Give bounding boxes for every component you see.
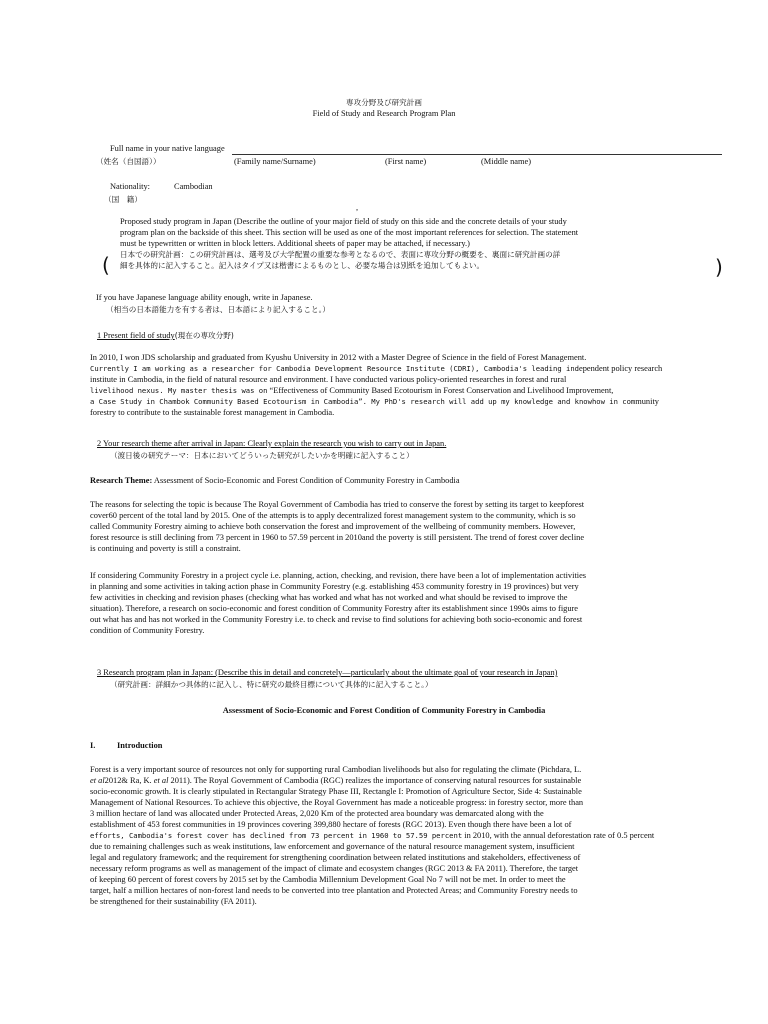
family-name-caption: (Family name/Surname) xyxy=(234,157,316,166)
instructions-ja-line: 日本での研究計画：この研究計画は、選考及び大学配置の重要な参考となるので、表面に専攻分野の概要を、裏面に研究計画の詳 xyxy=(120,250,561,259)
full-name-label: Full name in your native language xyxy=(110,144,225,153)
intro-heading: Introduction xyxy=(117,741,163,750)
nationality-label: Nationality: xyxy=(110,182,151,191)
document-title-en: Field of Study and Research Program Plan xyxy=(312,109,456,118)
intro-number: I. xyxy=(90,741,96,750)
full-name-label-ja: （姓名（自国語）） xyxy=(96,157,161,166)
nationality-label-ja: （国 籍） xyxy=(104,195,142,204)
document-title-ja: 専攻分野及び研究計画 xyxy=(346,98,422,107)
section3-heading-en: 3 Research program plan in Japan: (Describe this in detail and concretely—particularly about the ultimate goal of your research in Japan) xyxy=(97,668,558,677)
section2-heading xyxy=(97,438,446,449)
research-theme xyxy=(90,475,678,486)
instructions-en xyxy=(120,216,680,271)
stray-comma: , xyxy=(356,203,359,212)
section2-paragraph-2: If considering Community Forestry in a project cycle i.e. planning, action, checking, and revision, there have been a lot of implementation activities in planning and some activities in taking action phase in Community Forestry (e.g. establishing 453 community forestry in 19 provinces) but very few activities in checking and revision phases (checking what has worked and what has not worked and what should be revised to improve the situation). Therefore, a research on socio-economic and forest condition of Community Forestry after its establishment since 1990s aims to figure out what has and has not worked in the Community Forestry i.e. to check and revise to find solutions for achieving both socio-economic and forest condition of Community Forestry. xyxy=(90,571,587,635)
section3-heading xyxy=(97,667,557,678)
name-underline[interactable] xyxy=(232,154,722,155)
section1-body xyxy=(90,352,678,418)
intro-body: Forest is a very important source of resources not only for supporting rural Cambodian livelihoods but also for regulating the climate (Pichdara, L. et al2012& Ra, K. et al 2011). The Royal Government of Cambodia (RGC) realizes the importance of conserving natural resources for sustainable socio-economic growth. It is clearly stipulated in Rectangular Strategy Phase III, Rectangle I: Promotion of Agriculture Sector, Side 4: Sustainable Management of National Resources. To achieve this objective, the Royal Government has made a noticeable progress: in forestry sector, more than 3 million hectare of land was allocated under Protected Areas, 2,020 Km of the protected area boundary was demarcated along with the establishment of 453 forest communities in 19 provinces covering 399,880 hectare of forests (RGC 2013). Even though there have been a lot of efforts, Cambodia's forest cover has declined from 73 percent in 1960 to 57.59 percent in 2010, with the annual deforestation rate of 0.5 percent due to remaining challenges such as weak institutions, law enforcement and governance of the natural resource management system, insufficient legal and regulatory framework; and the requirement for strengthening coordination between related institutions and stakeholders, effectiveness of necessary reform programs as well as management of the impact of climate and ecosystem changes (RGC 2013 & FA 2011). Therefore, the target of keeping 60 percent of forest covers by 2015 set by the Cambodia Millennium Development Goal No 7 will not be met. In order to meet the target, half a million hectares of non-forest land needs to be converted into tree plantation and Protected Areas; and Community Forestry needs to be strengthened for their sustainability (FA 2011). xyxy=(90,765,655,906)
section2-heading-en: 2 Your research theme after arrival in Japan: Clearly explain the research you wish to carry out in Japan. xyxy=(97,439,447,448)
section3-heading-ja: （研究計画：詳細かつ具体的に記入し、特に研究の最終目標について具体的に記入すること。） xyxy=(110,680,433,689)
section1-heading-en: 1 Present field of study xyxy=(97,331,175,340)
instructions-ja-line: 細を具体的に記入すること。記入はタイプ又は楷書によるものとし、必要な場合は別紙を追加してもよい。 xyxy=(120,261,485,270)
section1-line: institute in Cambodia, in the field of natural resource and environment. I have conducted various policy-oriented researches in forest and rural xyxy=(90,375,567,384)
plan-title: Assessment of Socio-Economic and Forest Condition of Community Forestry in Cambodia xyxy=(222,706,546,715)
section1-heading-ja: (現在の専攻分野) xyxy=(174,331,234,340)
instructions-en-line: Proposed study program in Japan (Describe the outline of your major field of study on this side and the concrete details of your study xyxy=(120,217,567,226)
section1-line: forestry to contribute to the sustainable forest management in Cambodia. xyxy=(90,408,335,417)
research-theme-value: Assessment of Socio-Economic and Forest Condition of Community Forestry in Cambodia xyxy=(152,476,460,485)
first-name-caption: (First name) xyxy=(385,157,427,166)
japanese-ability-note: If you have Japanese language ability enough, write in Japanese. xyxy=(96,293,313,302)
open-bracket: ( xyxy=(102,253,110,277)
section1-line: In 2010, I won JDS scholarship and graduated from Kyushu University in 2012 with a Master Degree of Science in the field of Forest Management. xyxy=(90,353,587,362)
middle-name-caption: (Middle name) xyxy=(481,157,532,166)
nationality-value: Cambodian xyxy=(174,182,213,191)
section1-line: Currently I am working as a researcher for Cambodia Development Resource Institute (CDRI), Cambodia's leading independent policy research xyxy=(90,364,663,373)
instructions-en-line: program plan on the backside of this sheet. This section will be used as one of the most important references for selection. The statement xyxy=(120,228,579,237)
research-theme-label: Research Theme: xyxy=(90,476,153,485)
japanese-ability-note-ja: （相当の日本語能力を有する者は、日本語により記入すること。） xyxy=(106,305,331,314)
section1-line: livelihood nexus. My master thesis was on “Effectiveness of Community Based Ecotourism in Forest Conservation and Livelihood Improvement, xyxy=(90,386,614,395)
section1-heading xyxy=(97,330,234,341)
section2-paragraph-1: The reasons for selecting the topic is because The Royal Government of Cambodia has tried to conserve the forest by setting its target to keepforest cover60 percent of the total land by 2015. One of the attempts is to apply decentralized forest management system to the community, which is so called Community Forestry aiming to achieve both conservation the forest and improvement of the wellbeing of community members. However, forest resource is still declining from 73 percent in 1960 to 57.59 percent in 2010and the poverty is still persistent. The trend of forest cover decline is continuing and poverty is still a constraint. xyxy=(90,500,585,553)
section2-heading-ja: （渡日後の研究テーマ：日本においてどういった研究がしたいかを明確に記入すること） xyxy=(110,451,414,460)
instructions-en-line: must be typewritten or written in block letters. Additional sheets of paper may be attached, if necessary.) xyxy=(120,239,470,248)
close-bracket: ) xyxy=(715,255,723,279)
section1-line: a Case Study in Chambok Community Based Ecotourism in Cambodia”. My PhD's research will add up my knowledge and knowhow in community xyxy=(90,397,659,406)
